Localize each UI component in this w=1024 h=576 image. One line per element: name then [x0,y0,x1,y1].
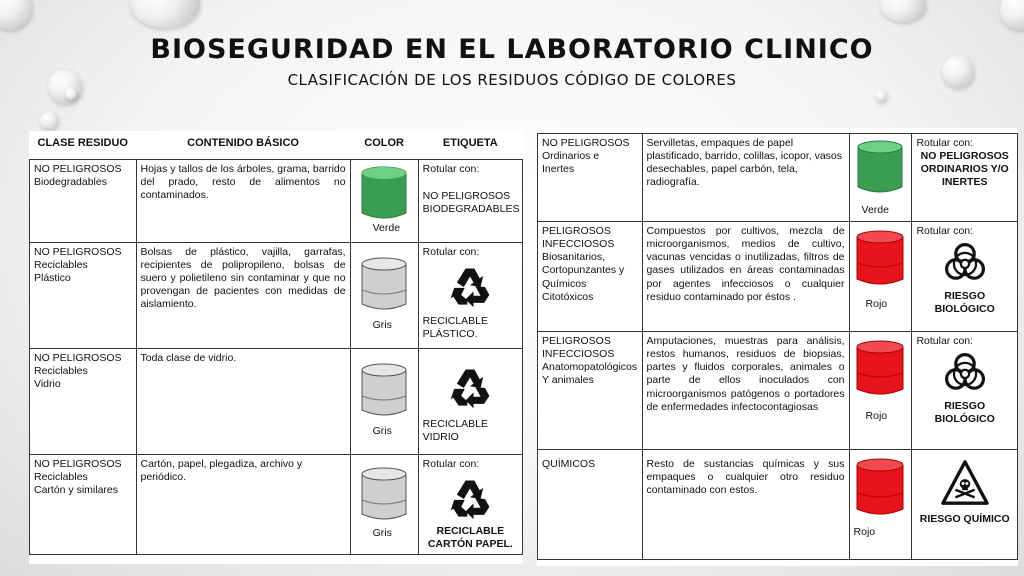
clase-cell [538,332,643,450]
etiqueta-prefix: Rotular con: [916,225,974,237]
toxic-skull-icon [940,459,990,507]
color-name: Rojo [865,410,888,422]
etiqueta-prefix: Rotular con: [422,457,480,470]
etiqueta-cell [912,332,1018,450]
water-drop [875,90,887,102]
table-row [538,222,1018,332]
left-table-panel [29,131,523,564]
color-name: Gris [372,318,392,331]
clase-line: PELIGROSOS [542,225,611,237]
clase-line: QUÍMICOS [542,458,596,470]
clase-line: INFECCIOSOS [542,348,615,361]
water-drop [65,88,77,100]
table-row [30,454,523,554]
clase-line: Cartón y similares [34,484,119,496]
etiqueta-label: RECICLABLE PLÁSTICO. [422,314,489,340]
etiqueta-label: NO PELIGROSOS BIODEGRADABLES [422,189,520,215]
clase-cell [538,134,643,222]
clase-line: Biodegradables [34,175,107,188]
color-cell [849,222,912,332]
color-cell [849,332,912,450]
clase-line: Reciclables [34,470,88,483]
table-header-row [30,131,523,159]
color-cell [849,134,912,222]
clase-cell [538,222,643,332]
clase-cell [30,454,137,554]
etiqueta-prefix: Rotular con: [422,245,480,258]
residues-table-right [537,133,1018,560]
water-drop [1000,0,1024,30]
clase-line: NO PELIGROSOS [542,137,630,149]
etiqueta-label: RECICLABLE VIDRIO [422,417,489,443]
contenido-cell: Bolsas de plástico, vajilla, garrafas, recipientes de polipropileno, bolsas de suero y polietileno sin contaminar y que no provengan de pacientes con medidas de aislamiento. [136,242,350,348]
etiqueta-cell [418,348,522,454]
recycle-icon [448,265,492,309]
color-cell [350,242,418,348]
recycle-icon [448,366,492,410]
etiqueta-label: RIESGO BIOLÓGICO [934,290,995,316]
clase-cell [30,242,137,348]
table-row [538,134,1018,222]
right-table-panel [537,128,1018,566]
clase-line: Ordinarios e [542,150,600,163]
clase-line: Cortopunzantes y [542,264,625,277]
recycle-icon [448,477,492,521]
biohazard-icon [942,240,988,286]
etiqueta-prefix: Rotular con: [916,137,974,149]
red-bin-icon [855,339,905,399]
clase-line: Reciclables [34,364,88,377]
clase-line: NO PELIGROSOS [34,351,122,364]
slide-header [0,34,1024,89]
contenido-cell: Toda clase de vidrio. [136,348,350,454]
etiqueta-label: RIESGO BIOLÓGICO [934,400,995,426]
biohazard-icon [942,350,988,396]
color-name: Rojo [865,298,888,310]
table-row [538,450,1018,560]
clase-line: NO PELIGROSOS [34,162,122,175]
color-name: Verde [861,204,889,216]
color-name: Gris [372,424,392,437]
table-row [30,348,523,454]
table-row [30,242,523,348]
etiqueta-prefix: Rotular con: [916,335,974,347]
water-drop [40,112,58,130]
color-cell [350,159,418,242]
color-cell [849,450,912,560]
clase-line: NO PELIGROSOS [34,457,122,470]
contenido-cell: Amputaciones, muestras para análisis, restos humanos, residuos de biopsias, partes y fluidos corporales, animales o parte de ellos inoculados con microorganismos patógenos o portadores de enfermedades infectocontagiosas [642,332,849,450]
etiqueta-label: RECICLABLE CARTÓN PAPEL. [427,524,513,550]
etiqueta-cell [418,242,522,348]
clase-line: Químicos Citotóxicos [542,277,594,303]
color-cell [350,454,418,554]
etiqueta-label: NO PELIGROSOS ORDINARIOS Y/O INERTES [920,150,1009,189]
etiqueta-cell [912,450,1018,560]
etiqueta-cell [912,134,1018,222]
header-etiqueta: ETIQUETA [442,137,498,149]
red-bin-icon [855,457,905,519]
water-drop [0,0,32,30]
contenido-cell: Hojas y tallos de los árboles, grama, barrido del prado, resto de alimentos no contaminados. [136,159,350,242]
clase-line: NO PELIGROSOS [34,245,122,258]
gray-bin-icon [360,256,408,312]
contenido-cell: Cartón, papel, plegadiza, archivo y periódico. [136,454,350,554]
table-row [538,332,1018,450]
color-name: Rojo [853,526,876,538]
contenido-cell: Servilletas, empaques de papel plastificado, barrido, colillas, icopor, vasos desechables, papel carbón, tela, radiografía. [642,134,849,222]
contenido-cell: Compuestos por cultivos, mezcla de microorganismos, medios de cultivo, vacunas vencidas o inutilizadas, filtros de gases utilizados en áreas contaminadas por agentes infecciosos o cualquier residuo contaminado por éstos . [642,222,849,332]
slide-subtitle: CLASIFICACIÓN DE LOS RESIDUOS CÓDIGO DE COLORES [287,71,737,89]
water-drop [130,0,200,28]
slide-title: BIOSEGURIDAD EN EL LABORATORIO CLINICO [150,34,874,65]
etiqueta-cell [418,159,522,242]
clase-line: PELIGROSOS [542,335,611,347]
header-contenido: CONTENIDO BÁSICO [187,137,299,149]
clase-line: Biosanitarios, [542,251,606,264]
clase-cell [30,159,137,242]
clase-line: Anatomopatológicos [542,361,638,374]
clase-cell [30,348,137,454]
clase-line: INFECCIOSOS [542,238,615,251]
clase-line: Plástico [34,272,71,284]
red-bin-icon [855,229,905,289]
contenido-cell: Resto de sustancias químicas y sus empaques o cualquier otro residuo contaminado con estos. [642,450,849,560]
etiqueta-label: RIESGO QUÍMICO [919,513,1010,525]
clase-line: Inertes [542,163,575,176]
etiqueta-prefix: Rotular con: [422,162,480,175]
clase-line: Vidrio [34,378,61,390]
header-clase: CLASE RESIDUO [37,137,128,149]
table-row [30,159,523,242]
header-color: COLOR [364,137,404,149]
clase-cell [538,450,643,560]
color-name: Verde [372,221,401,234]
green-bin-icon [360,165,408,221]
residues-table-left [29,131,523,555]
color-name: Gris [372,526,392,539]
gray-bin-icon [360,466,408,522]
green-bin-icon [856,139,904,195]
gray-bin-icon [360,362,408,418]
color-cell [350,348,418,454]
etiqueta-cell [912,222,1018,332]
clase-line: Y animales [542,374,594,387]
etiqueta-cell [418,454,522,554]
water-drop [880,0,926,22]
clase-line: Reciclables [34,258,88,271]
